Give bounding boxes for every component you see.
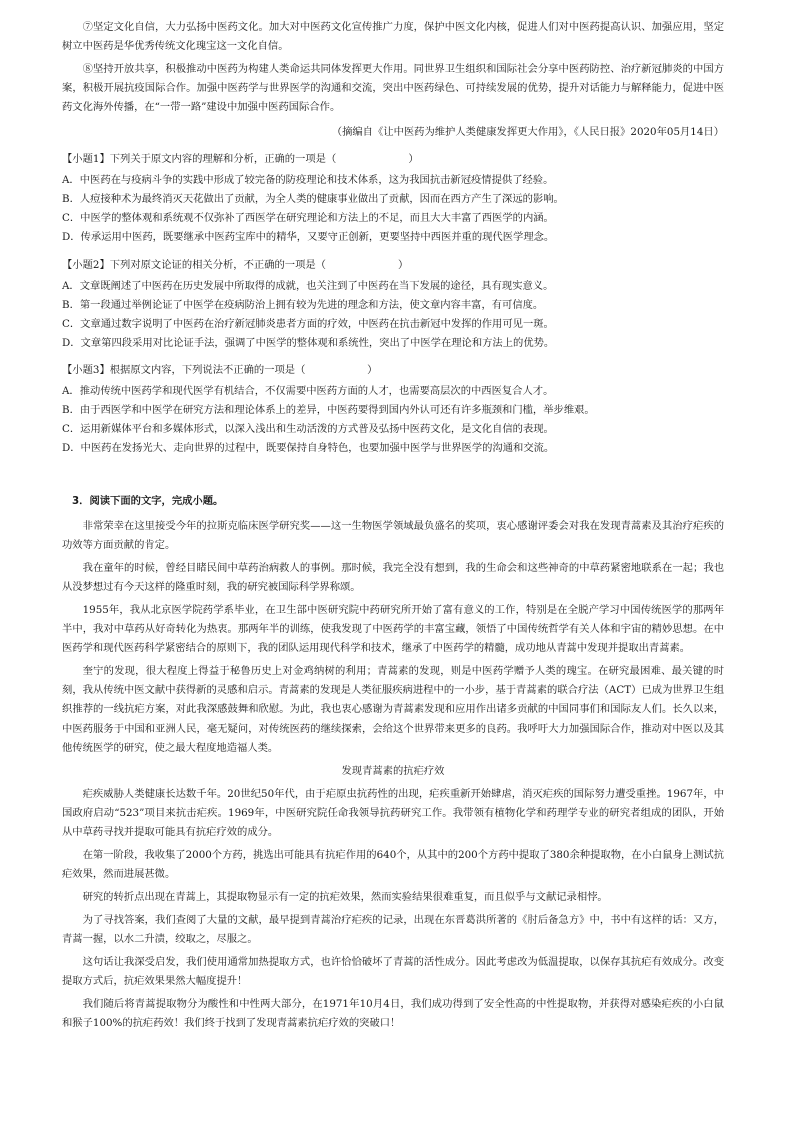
option-b: B．人痘接种术为最终消灭天花做出了贡献，为全人类的健康事业做出了贡献，因而在西方产生了深远的影响。 [62, 193, 564, 206]
source-citation: （摘编自《让中医药为维护人类健康发挥更大作用》，《人民日报》2020年05月14日） [331, 126, 724, 139]
question-3 [62, 361, 724, 458]
question-stem: 【小题1】下列关于原文内容的理解和分析，正确的一项是（ ） [62, 153, 419, 166]
section-3-paragraph: 非常荣幸在这里接受今年的拉斯克临床医学研究奖——这一生物医学领域最负盛名的奖项，衷心感谢评委会对我在发现青蒿素及其治疗疟疾的功效等方面贡献的肯定。 [62, 520, 724, 552]
option-a: A．推动传统中医药学和现代医学有机结合，不仅需要中医药方面的人才，也需要高层次的中西医复合人才。 [62, 384, 554, 397]
section-3-paragraph: 奎宁的发现，很大程度上得益于秘鲁历史上对金鸡纳树的利用；青蒿素的发现，则是中医药学赠予人类的瑰宝。在研究最困难、最关键的时刻，我从传统中医文献中获得新的灵感和启示。青蒿素的发现是人类征服疾病进程中的一小步，基于青蒿素的联合疗法（ACT）已成为世界卫生组织推荐的一线抗疟方案，对此我深感鼓舞和欣慰。为此，我也衷心感谢为青蒿素发现和应用作出诸多贡献的中国同事们和国际友人们。长久以来，中医药服务于中国和亚洲人民，毫无疑问，对传统医药的继续探索，会给这个世界带来更多的良药。我呼吁大力加强国际合作，推动对中医以及其他传统医学的研究，使之最大程度地造福人类。 [62, 665, 724, 754]
section-subtitle: 发现青蒿素的抗疟疗效 [341, 764, 445, 777]
section-3-paragraph: 1955年，我从北京医学院药学系毕业，在卫生部中医研究院中药研究所开始了富有意义的工作，特别是在全脱产学习中国传统医学的那两年半中，我对中草药从好奇转化为热衷。那两年半的训练，使我发现了中医药学的丰富宝藏，领悟了中国传统哲学有关人体和宇宙的精妙思想。在中医药学和现代医药科学紧密结合的原则下，我的团队运用现代科学和技术，继承了中医药学的精髓，成功地从青蒿中发现并提取出青蒿素。 [62, 604, 724, 655]
option-d: D．传承运用中医药，既要继承中医药宝库中的精华，又要守正创新，更要坚持中西医并重的现代医学理念。 [62, 231, 555, 244]
question-stem: 【小题3】根据原文内容，下列说法不正确的一项是（ ） [62, 363, 378, 376]
section-3-title: 3．阅读下面的文字，完成小题。 [72, 494, 224, 507]
option-c: C．运用新媒体平台和多媒体形式，以深入浅出和生动活泼的方式普及弘扬中医药文化，是文化自信的表现。 [62, 422, 554, 435]
section-3-paragraph: 在第一阶段，我收集了2000个方药，挑选出可能具有抗疟作用的640个，从其中的200个方药中提取了380余种提取物，在小白鼠身上测试抗疟效果，然而进展甚微。 [62, 848, 724, 880]
question-stem: 【小题2】下列对原文论证的相关分析，不正确的一项是（ ） [62, 258, 409, 271]
section-3-paragraph: 这句话让我深受启发，我们使用通常加热提取方式，也许恰恰破坏了青蒿的活性成分。因此考虑改为低温提取，以保存其抗疟有效成分。改变提取方式后，抗疟效果果然大幅度提升！ [62, 956, 724, 988]
option-c: C．文章通过数字说明了中医药在治疗新冠肺炎患者方面的疗效，中医药在抗击新冠中发挥的作用可见一斑。 [62, 317, 554, 330]
option-b: B．由于西医学和中医学在研究方法和理论体系上的差异，中医药要得到国内外认可还有许多瓶颈和门槛，举步维艰。 [62, 403, 595, 416]
option-a: A．中医药在与疫病斗争的实践中形成了较完备的防疫理论和技术体系，这为我国抗击新冠疫情提供了经验。 [62, 174, 554, 187]
question-1 [62, 150, 724, 247]
question-2 [62, 256, 724, 353]
option-a: A．文章既阐述了中医药在历史发展中所取得的成就，也关注到了中医药在当下发展的途径，具有现实意义。 [62, 279, 554, 292]
option-d: D．文章第四段采用对比论证手法，强调了中医学的整体观和系统性，突出了中医学在理论和方法上的优势。 [62, 336, 555, 349]
section-3-paragraph: 为了寻找答案，我们查阅了大量的文献，最早提到青蒿治疗疟疾的记录，出现在东晋葛洪所著的《肘后备急方》中，书中有这样的话：又方，青蒿一握，以水二升渍，绞取之，尽服之。 [62, 913, 724, 945]
section-3-paragraph: 我在童年的时候，曾经目睹民间中草药治病救人的事例。那时候，我完全没有想到，我的生命会和这些神奇的中草药紧密地联系在一起；我也从没梦想过有今天这样的隆重时刻，我的研究被国际科学界称颂。 [62, 562, 724, 594]
section-3-paragraph: 疟疾威胁人类健康长达数千年。20世纪50年代，由于疟原虫抗药性的出现，疟疾重新开始肆虐，消灭疟疾的国际努力遭受重挫。1967年，中国政府启动“523”项目来抗击疟疾。1969年，中医研究院任命我领导抗药研究工作。我带领有植物化学和药理学专业的研究者组成的团队，开始从中草药寻找并提取可能具有抗疟疗效的成分。 [62, 787, 724, 838]
paragraph-8: ⑧坚持开放共享，积极推动中医药为构建人类命运共同体发挥更大作用。同世界卫生组织和国际社会分享中医药防控、治疗新冠肺炎的中国方案，积极开展抗疫国际合作。加强中医药学与世界医学的沟通和交流，突出中医药绿色、可持续发展的优势，提升对话能力与解释能力，促进中医药文化海外传播，在“一带一路”建设中加强中医药国际合作。 [62, 63, 724, 114]
option-c: C．中医学的整体观和系统观不仅弥补了西医学在研究理论和方法上的不足，而且大大丰富了西医学的内涵。 [62, 212, 554, 225]
section-3-paragraph: 研究的转折点出现在青蒿上，其提取物显示有一定的抗疟效果，然而实验结果很难重复，而且似乎与文献记录相悖。 [82, 890, 608, 903]
section-3-paragraph: 我们随后将青蒿提取物分为酸性和中性两大部分，在1971年10月4日，我们成功得到了安全性高的中性提取物，并获得对感染疟疾的小白鼠和猴子100%的抗疟药效！我们终于找到了发现青蒿素抗疟疗效的突破口！ [62, 998, 724, 1030]
option-d: D．中医药在发扬光大、走向世界的过程中，既要保持自身特色，也要加强中医学与世界医学的沟通和交流。 [62, 441, 555, 454]
option-b: B．第一段通过举例论证了中医学在疫病防治上拥有较为先进的理念和方法，使文章内容丰富，有可信度。 [62, 298, 544, 311]
section-gap [62, 466, 724, 492]
paragraph-7: ⑦坚定文化自信，大力弘扬中医药文化。加大对中医药文化宣传推广力度，保护中医文化内核，促进人们对中医药提高认识、加强应用，坚定树立中医药是华优秀传统文化瑰宝这一文化自信。 [62, 21, 724, 53]
